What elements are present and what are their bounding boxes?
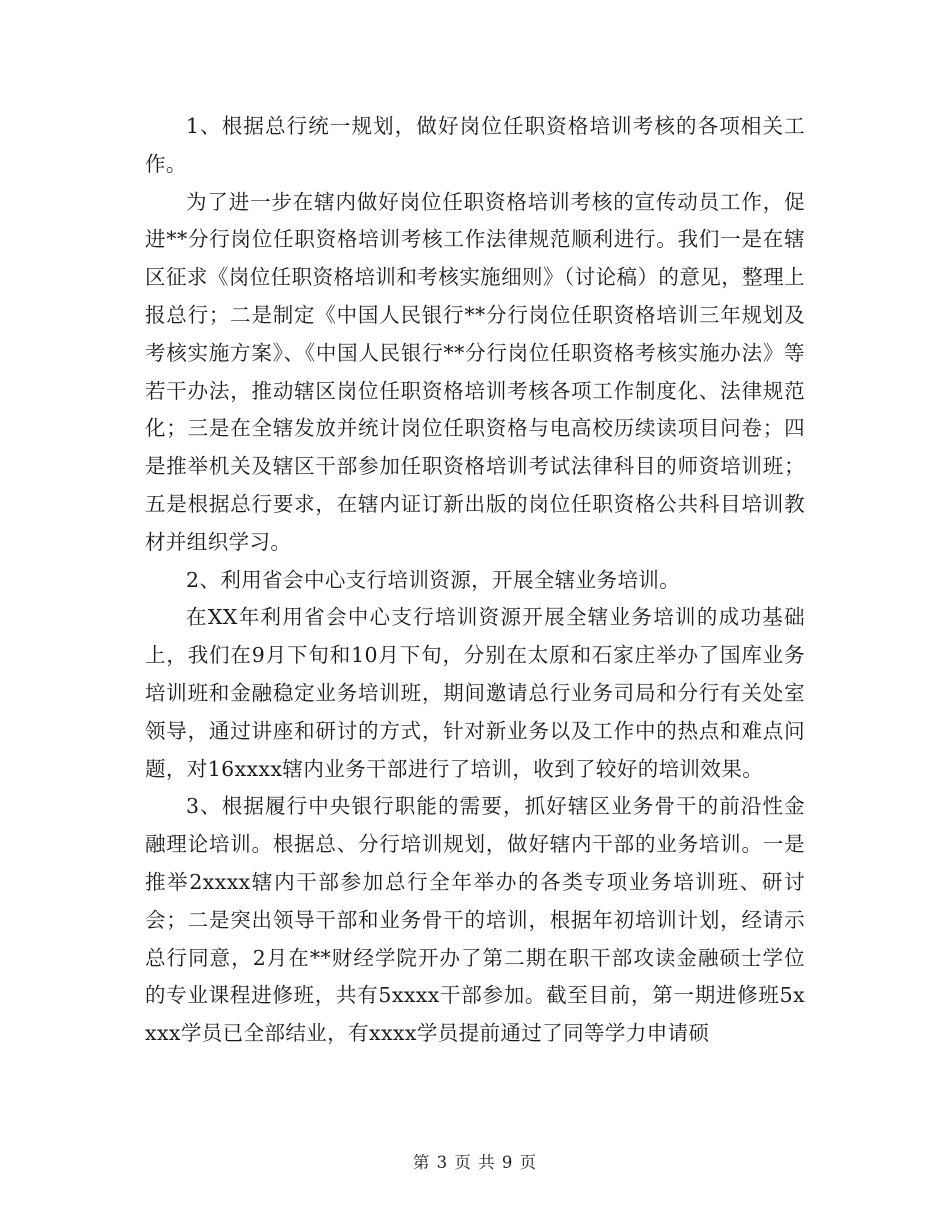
paragraph-5: 3、根据履行中央银行职能的需要，抓好辖区业务骨干的前沿性金融理论培训。根据总、分行培训规划，做好辖内干部的业务培训。一是推举2xxxx辖内干部参加总行全年举办的各类专项业务培训班、研讨会；二是突出领导干部和业务骨干的培训，根据年初培训计划，经请示总行同意，2月在**财经学院开办了第二期在职干部攻读金融硕士学位的专业课程进修班，共有5xxxx干部参加。截至目前，第一期进修班5xxxx学员已全部结业，有xxxx学员提前通过了同等学力申请硕: [145, 794, 805, 1046]
document-body: [145, 108, 805, 1053]
paragraph-4: 在XX年利用省会中心支行培训资源开展全辖业务培训的成功基础上，我们在9月下旬和10月下旬，分别在太原和石家庄举办了国库业务培训班和金融稳定业务培训班，期间邀请总行业务司局和分行有关处室领导，通过讲座和研讨的方式，针对新业务以及工作中的热点和难点问题，对16xxxx辖内业务干部进行了培训，收到了较好的培训效果。: [145, 605, 805, 781]
paragraph-3: 2、利用省会中心支行培训资源，开展全辖业务培训。: [186, 567, 681, 592]
page-number-footer: 第 3 页 共 9 页: [412, 1153, 538, 1172]
paragraph-2: 为了进一步在辖内做好岗位任职资格培训考核的宣传动员工作，促进**分行岗位任职资格培训考核工作法律规范顺利进行。我们一是在辖区征求《岗位任职资格培训和考核实施细则》（讨论稿）的意见，整理上报总行；二是制定《中国人民银行**分行岗位任职资格培训三年规划及考核实施方案》、《中国人民银行**分行岗位任职资格考核实施办法》等若干办法，推动辖区岗位任职资格培训考核各项工作制度化、法律规范化；三是在全辖发放并统计岗位任职资格与电高校历续读项目问卷；四是推举机关及辖区干部参加任职资格培训考试法律科目的师资培训班；五是根据总行要求，在辖内证订新出版的岗位任职资格公共科目培训教材并组织学习。: [145, 189, 805, 554]
paragraph-1: 1、根据总行统一规划，做好岗位任职资格培训考核的各项相关工作。: [145, 114, 805, 176]
